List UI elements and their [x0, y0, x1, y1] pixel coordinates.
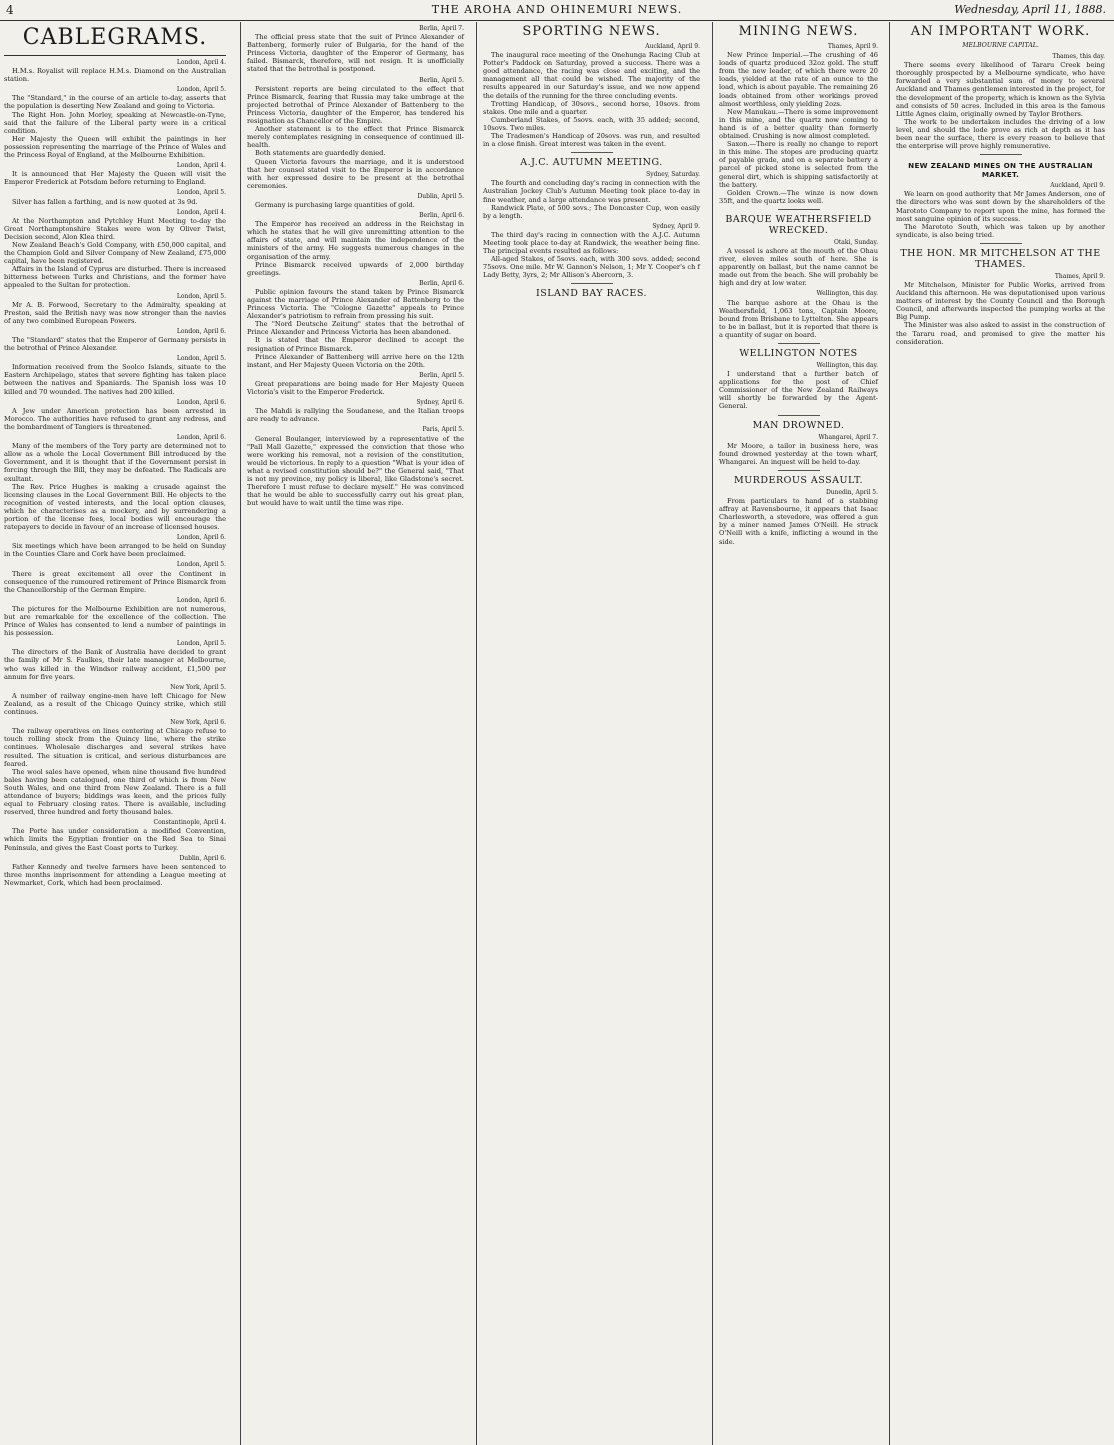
- island-bay-heading: ISLAND BAY RACES.: [535, 288, 648, 300]
- article-paragraph: The third day's racing in connection with the A.J.C. Autumn Meeting took place to-day at Randwick, the weather being fine. The principal events resulted as follows:: [483, 230, 700, 256]
- dateline: Wellington, this day.: [816, 290, 878, 298]
- article-paragraph: A Jew under American protection has been arrested in Morocco. The authorities have refused to grant any redress, and the bombardment of Tangiers is threatened.: [4, 406, 226, 431]
- cablegrams-list: [4, 59, 226, 887]
- dateline: London, April 6.: [176, 596, 226, 604]
- dateline: London, April 6.: [176, 534, 226, 542]
- article-paragraph: The Emperor has received an address in the Reichstag in which he states that he will give unremitting attention to the affairs of state, and will maintain the independence of the ministers of the army. He suggests numerous changes in the organisation of the army.: [247, 220, 464, 261]
- dateline: Wellington, this day.: [816, 362, 878, 369]
- article-paragraph: Randwick Plate, of 500 sovs.; The Doncaster Cup, won easily by a length.: [483, 203, 700, 220]
- article-paragraph: Great preparations are being made for Her Majesty Queen Victoria's visit to the Emperor Frederick.: [247, 379, 464, 397]
- dateline: New York, April 5.: [170, 683, 226, 691]
- article-paragraph: A number of railway engine-men have left Chicago for New Zealand, as a result of the Chicago Quincy strike, which still continues.: [4, 691, 226, 717]
- article-paragraph: The official press state that the suit of Prince Alexander of Battenberg, formerly ruler of Bulgaria, for the hand of the Princess Victoria, daughter of the Emperor of Germany, has failed. Bismarck, therefore, will not resign. It is unofficially stated that the betrothal is postponed.: [247, 33, 464, 74]
- sporting-news-heading: SPORTING NEWS.: [522, 24, 661, 39]
- dateline: Thames, April 9.: [827, 43, 878, 50]
- page-number: 4: [6, 3, 14, 17]
- mitchelson-list: [896, 273, 1105, 346]
- dateline: London, April 5.: [176, 189, 226, 197]
- article-paragraph: A vessel is ashore at the mouth of the Ohau river, eleven miles south of here. She is apparently on ballast, but the name cannot be made out from the beach. She will probably be high and dry at low water.: [719, 246, 878, 288]
- important-work-heading: AN IMPORTANT WORK.: [910, 24, 1091, 39]
- dateline: Berlin, April 5.: [419, 76, 464, 84]
- article-paragraph: Six meetings which have been arranged to be held on Sunday in the Counties Clare and Cork have been proclaimed.: [4, 542, 226, 559]
- article-paragraph: Father Kennedy and twelve farmers have been sentenced to three months imprisonment for attending a League meeting at Newmarket, Cork, which had been proclaimed.: [4, 862, 226, 887]
- column-2: [240, 22, 470, 1445]
- cablegrams-continued-list: [247, 25, 464, 507]
- dateline: Sydney, Saturday.: [646, 171, 700, 179]
- article-paragraph: The "Nord Deutsche Zeitung" states that the betrothal of Prince Alexander and Princess Victoria has been abandoned.: [247, 320, 464, 337]
- article-paragraph: The Right Hon. John Morley, speaking at Newcastle-on-Tyne, said that the failure of the Liberal party were in a critical condition.: [4, 110, 226, 135]
- article-paragraph: Saxon.—There is really no change to report in this mine. The stopes are producing quartz of payable grade, and on a separate battery a parcel of picked stone is selected from the general dirt, which is shipping satisfactorily at the battery.: [719, 140, 878, 189]
- article-paragraph: The work to be undertaken includes the driving of a low level, and should the lode prove as rich at depth as it has been near the surface, there is every reason to believe that the enterprise will prove highly remunerative.: [896, 117, 1105, 151]
- man-drowned-heading: MAN DROWNED.: [752, 419, 845, 431]
- dateline: Berlin, April 6.: [419, 212, 464, 220]
- wellington-notes-list: [719, 362, 878, 411]
- article-paragraph: Germany is purchasing large quantities of gold.: [255, 200, 415, 209]
- dateline: London, April 5.: [176, 640, 226, 648]
- dateline: London, April 4.: [176, 208, 226, 216]
- article-paragraph: It is announced that Her Majesty the Queen will visit the Emperor Frederick at Potsdam before returning to England.: [4, 170, 226, 187]
- dateline: London, April 4.: [176, 162, 226, 170]
- dateline: Dublin, April 5.: [417, 192, 464, 200]
- article-paragraph: There is great excitement all over the Continent in consequence of the rumoured retirement of Prince Bismarck from the Chancellorship of the German Empire.: [4, 569, 226, 594]
- dateline: London, April 4.: [176, 59, 226, 66]
- man-drowned-list: [719, 434, 878, 466]
- article-paragraph: Trotting Handicap, of 30sovs., second horse, 10sovs. from stakes. One mile and a quarter.: [483, 99, 700, 116]
- important-work-list: [896, 53, 1105, 150]
- article-paragraph: The railway operatives on lines centering at Chicago refuse to touch rolling stock from the Quincy line, where the strike continues. Wholesale discharges and several strikes have resulted. The situation is critical, and serious disturbances are feared.: [4, 727, 226, 768]
- article-paragraph: The "Standard" states that the Emperor of Germany persists in the betrothal of Prince Alexander.: [4, 336, 226, 353]
- barque-wrecked-heading: BARQUE WEATHERSFIELD WRECKED.: [725, 213, 872, 236]
- article-paragraph: From particulars to hand of a stabbing affray at Ravensbourne, it appears that Isaac Charlesworth, a stevedore, was offered a gun by a miner named James O'Neill. He struck O'Neill with a knife, inflicting a wound in the side.: [719, 497, 878, 546]
- article-paragraph: We learn on good authority that Mr James Anderson, one of the directors who was sent down by the shareholders of the Marototo Company to report upon the mine, has formed the most sanguine opinion of its success.: [896, 190, 1105, 223]
- dateline: London, April 5.: [176, 292, 226, 300]
- murderous-assault-heading: MURDEROUS ASSAULT.: [734, 474, 863, 486]
- article-paragraph: The Rev. Price Hughes is making a crusade against the licensing clauses in the Local Government Bill. He objects to the recognition of vested interests, and the local option clauses, which he characterises as a mockery, and by surrendering a portion of the license fees, local bodies will encourage the ratepayers to decide in favour of an increase of licensed houses.: [4, 482, 226, 532]
- article-paragraph: Public opinion favours the stand taken by Prince Bismarck against the marriage of Prince Alexander of Battenberg to the Princess Victoria. The "Cologne Gazette" appeals to Prince Alexander's patriotism to refrain from pressing his suit.: [247, 287, 464, 321]
- article-paragraph: H.M.s. Royalist will replace H.M.s. Diamond on the Australian station.: [4, 67, 226, 84]
- dateline: Sydney, April 6.: [416, 399, 464, 407]
- dateline: Whangarei, April 7.: [818, 433, 878, 441]
- dateline: London, April 5.: [176, 355, 226, 363]
- article-paragraph: The directors of the Bank of Australia have decided to grant the family of Mr S. Faulkes, their late manager at Melbourne, who was killed in the Windsor railway accident, £1,500 per annum for five years.: [4, 648, 226, 681]
- article-paragraph: All-aged Stakes, of 5sovs. each, with 300 sovs. added; second 75sovs. One mile. Mr W. Gannon's Nelson, 1; Mr Y. Cooper's ch f Lady Betty, 3yrs, 2; Mr Allison's Abercorn, 3.: [483, 255, 700, 280]
- dateline: Dublin, April 6.: [179, 854, 226, 862]
- dateline: London, April 5.: [176, 561, 226, 569]
- article-paragraph: Silver has fallen a farthing, and is now quoted at 3s 9d.: [12, 197, 198, 206]
- article-paragraph: The Mahdi is rallying the Soudanese, and the Italian troops are ready to advance.: [247, 407, 464, 424]
- article-paragraph: Many of the members of the Tory party are determined not to allow as a whole the Local Government Bill introduced by the Government, and it is thought that if the Government persist in forcing through the Bill, they may be defeated. The Radicals are exultant.: [4, 442, 226, 483]
- masthead: [0, 0, 1114, 21]
- column-4: [712, 22, 884, 1445]
- article-paragraph: Cumberland Stakes, of 5sovs. each, with 35 added; second, 10sovs. Two miles.: [483, 115, 700, 132]
- column-5: [889, 22, 1111, 1445]
- cablegrams-heading: CABLEGRAMS.: [22, 25, 208, 50]
- article-paragraph: New Prince Imperial.—The crushing of 46 loads of quartz produced 32oz gold. The stuff from the new leader, of which there were 20 loads, yielded at the rate of an ounce to the load, which is about payable. The remaining 26 loads obtained from other workings proved almost worthless, only yielding 2ozs.: [719, 51, 878, 108]
- article-paragraph: I understand that a further batch of applications for the post of Chief Commissioner of the New Zealand Railways will shortly be forwarded by the Agent-General.: [719, 370, 878, 411]
- ajc-autumn-heading: A.J.C. AUTUMN MEETING.: [520, 157, 663, 169]
- dateline: Auckland, April 9.: [645, 43, 700, 50]
- article-paragraph: It is stated that the Emperor declined to accept the resignation of Prince Bismarck.: [247, 336, 464, 353]
- article-paragraph: The wool sales have opened, when nine thousand five hundred bales having been catalogued, one third of which is from New South Wales, and one third from New Zealand. There is a full attendance of buyers; biddings was keen, and the prices fully equal to February closing rates. There is available, including reserved, three hundred and forty thousand bales.: [4, 767, 226, 817]
- dateline: New York, April 6.: [170, 719, 226, 727]
- article-paragraph: Affairs in the Island of Cyprus are disturbed. There is increased bitterness between Turks and Christians, and the former have appealed to the Sultan for protection.: [4, 265, 226, 290]
- dateline: London, April 5.: [176, 86, 226, 94]
- dateline: Dunedin, April 5.: [825, 488, 878, 496]
- article-paragraph: Mr Mitchelson, Minister for Public Works, arrived from Auckland this afternoon. He was deputationised upon various matters of interest by the County Council and the Borough Council, and afterwards inspected the pumping works at the Big Pump.: [896, 280, 1105, 322]
- mining-news-list: [719, 43, 878, 205]
- barque-wrecked-list: [719, 239, 878, 339]
- column-3: [476, 22, 706, 1445]
- article-paragraph: Both statements are guardedly denied.: [255, 149, 386, 158]
- nz-mines-list: [896, 182, 1105, 239]
- dateline: London, April 6.: [176, 434, 226, 442]
- article-paragraph: New Manukau.—There is some improvement in this mine, and the quartz now coming to hand is of a better quality than formerly obtained. Crushing is now almost completed.: [719, 107, 878, 141]
- murderous-assault-list: [719, 489, 878, 546]
- issue-date: Wednesday, April 11, 1888.: [954, 3, 1106, 16]
- article-paragraph: Another statement is to the effect that Prince Bismarck merely contemplates resigning in consequence of continued ill-health.: [247, 125, 464, 150]
- article-paragraph: New Zealand Beach's Gold Company, with £50,000 capital, and the Champion Gold and Silver Company of New Zealand, £75,000 capital, have been registered.: [4, 240, 226, 266]
- article-paragraph: Prince Bismarck received upwards of 2,000 birthday greetings.: [247, 260, 464, 277]
- dateline: London, April 6.: [176, 327, 226, 335]
- article-paragraph: The Minister was also asked to assist in the construction of the Tararu road, and promised to give the matter his consideration.: [896, 321, 1105, 346]
- dateline: Berlin, April 6.: [419, 279, 464, 287]
- dateline: Thames, April 9.: [1054, 272, 1105, 280]
- mitchelson-heading: THE HON. MR MITCHELSON AT THE THAMES.: [900, 247, 1101, 270]
- dateline: Thames, this day.: [1052, 53, 1105, 61]
- column-1: [4, 22, 232, 1445]
- melbourne-capital-label: MELBOURNE CAPITAL.: [962, 42, 1039, 49]
- article-paragraph: Queen Victoria favours the marriage, and it is understood that her counsel stated visit to the Emperor is in accordance with her expressed desire to be present at the betrothal ceremonies.: [247, 157, 464, 190]
- article-paragraph: The "Standard," in the course of an article to-day, asserts that the population is deserting New Zealand and going to Victoria.: [4, 94, 226, 111]
- article-paragraph: The inaugural race meeting of the Onehunga Racing Club at Potter's Paddock on Saturday, proved a success. There was a good attendance, the racing was close and exciting, and the management all that could be wished. The majority of the results appeared in our Saturday's issue, and we now append the details of the running for the three concluding events.: [483, 51, 700, 100]
- article-paragraph: Golden Crown.—The winze is now down 35ft, and the quartz looks well.: [719, 188, 878, 205]
- sporting-news-list: [483, 43, 700, 148]
- article-paragraph: Information received from the Soolco Islands, situate to the Eastern Archipelago, states that severe fighting has taken place between the natives and Spaniards. The Spanish loss was 10 killed and 70 wounded. The natives had 200 killed.: [4, 363, 226, 396]
- article-paragraph: Persistent reports are being circulated to the effect that Prince Bismarck, fearing that Russia may take umbrage at the projected betrothal of Prince Alexander of Battenberg to the Princess Victoria, daughter of the Emperor, has tendered his resignation as Chancellor of the Empire.: [247, 84, 464, 126]
- article-paragraph: General Boulanger, interviewed by a representative of the "Pall Mall Gazette," expressed the conviction that those who were working his removal, not a revision of the constitution, would be victorious. In reply to a question "What is your idea of what a revised constitution should be?" the General said, "That is not my province, my policy is liberal, like Gladstone's secret. Therefore I must refuse to declare myself." He was convinced that he would be able to successfully carry out his great plan, but would have to wait until the time was ripe.: [247, 434, 464, 508]
- dateline: Berlin, April 7.: [419, 25, 464, 32]
- dateline: Berlin, April 5.: [419, 371, 464, 379]
- article-paragraph: Prince Alexander of Battenberg will arrive here on the 12th instant, and Her Majesty Queen Victoria on the 20th.: [247, 352, 464, 369]
- nz-mines-heading: NEW ZEALAND MINES ON THE AUSTRALIAN MARKET.: [908, 161, 1093, 180]
- dateline: Constantinople, April 4.: [153, 819, 226, 827]
- dateline: Auckland, April 9.: [1050, 182, 1105, 190]
- article-paragraph: Mr Moore, a tailor in business here, was found drowned yesterday at the town wharf, Whangarei. An inquest will be held to-day.: [719, 441, 878, 466]
- dateline: London, April 6.: [176, 398, 226, 406]
- ajc-autumn-list: [483, 171, 700, 279]
- newspaper-title: THE AROHA AND OHINEMURI NEWS.: [431, 3, 683, 16]
- article-paragraph: The Porte has under consideration a modified Convention, which limits the Egyptian frontier on the Red Sea to Sinai Peninsula, and gives the East Coast ports to Turkey.: [4, 827, 226, 852]
- article-paragraph: Mr A. B. Forwood, Secretary to the Admiralty, speaking at Preston, said the British navy was now stronger than the navies of any two combined European Powers.: [4, 300, 226, 325]
- dateline: Sydney, April 9.: [652, 222, 700, 230]
- article-paragraph: The pictures for the Melbourne Exhibition are not numerous, but are remarkable for the excellence of the collection. The Prince of Wales has consented to lend a number of paintings in his possession.: [4, 604, 226, 638]
- article-paragraph: There seems every likelihood of Tararu Creek being thoroughly prospected by a Melbourne syndicate, who have forwarded a very substantial sum of money to several Auckland and Thames gentlemen interested in the project, for the development of the property, which is known as the Sylvia and consists of 50 acres. Included in this area is the famous Little Agnes claim, originally owned by Taylor Brothers.: [896, 61, 1105, 118]
- article-paragraph: The fourth and concluding day's racing in connection with the Australian Jockey Club's Autumn Meeting took place to-day in fine weather, and a large attendance was present.: [483, 179, 700, 204]
- dateline: Paris, April 5.: [422, 426, 464, 434]
- article-paragraph: The Tradesmen's Handicap of 20sovs. was run, and resulted in a close finish. Great interest was taken in the event.: [483, 132, 700, 149]
- mining-news-heading: MINING NEWS.: [738, 24, 859, 39]
- article-paragraph: At the Northampton and Pytchley Hunt Meeting to-day the Great Northamptonshire Stakes were won by Oliver Twist, Decision second, Alon Klea third.: [4, 216, 226, 241]
- article-paragraph: The Marototo South, which was taken up by another syndicate, is also being tried.: [896, 222, 1105, 239]
- article-paragraph: Her Majesty the Queen will exhibit the paintings in her possession representing the marriage of the Prince of Wales and the Princess Royal of England, at the Melbourne Exhibition.: [4, 134, 226, 160]
- dateline: Otaki, Sunday.: [833, 238, 878, 246]
- wellington-notes-heading: WELLINGTON NOTES: [739, 348, 858, 359]
- columns: [0, 22, 1114, 1445]
- article-paragraph: The barque ashore at the Ohau is the Weathersfield, 1,063 tons, Captain Moore, bound from Brisbane to Lyttelton. She appears to be in ballast, but it is reported that there is a quantity of sugar on board.: [719, 298, 878, 339]
